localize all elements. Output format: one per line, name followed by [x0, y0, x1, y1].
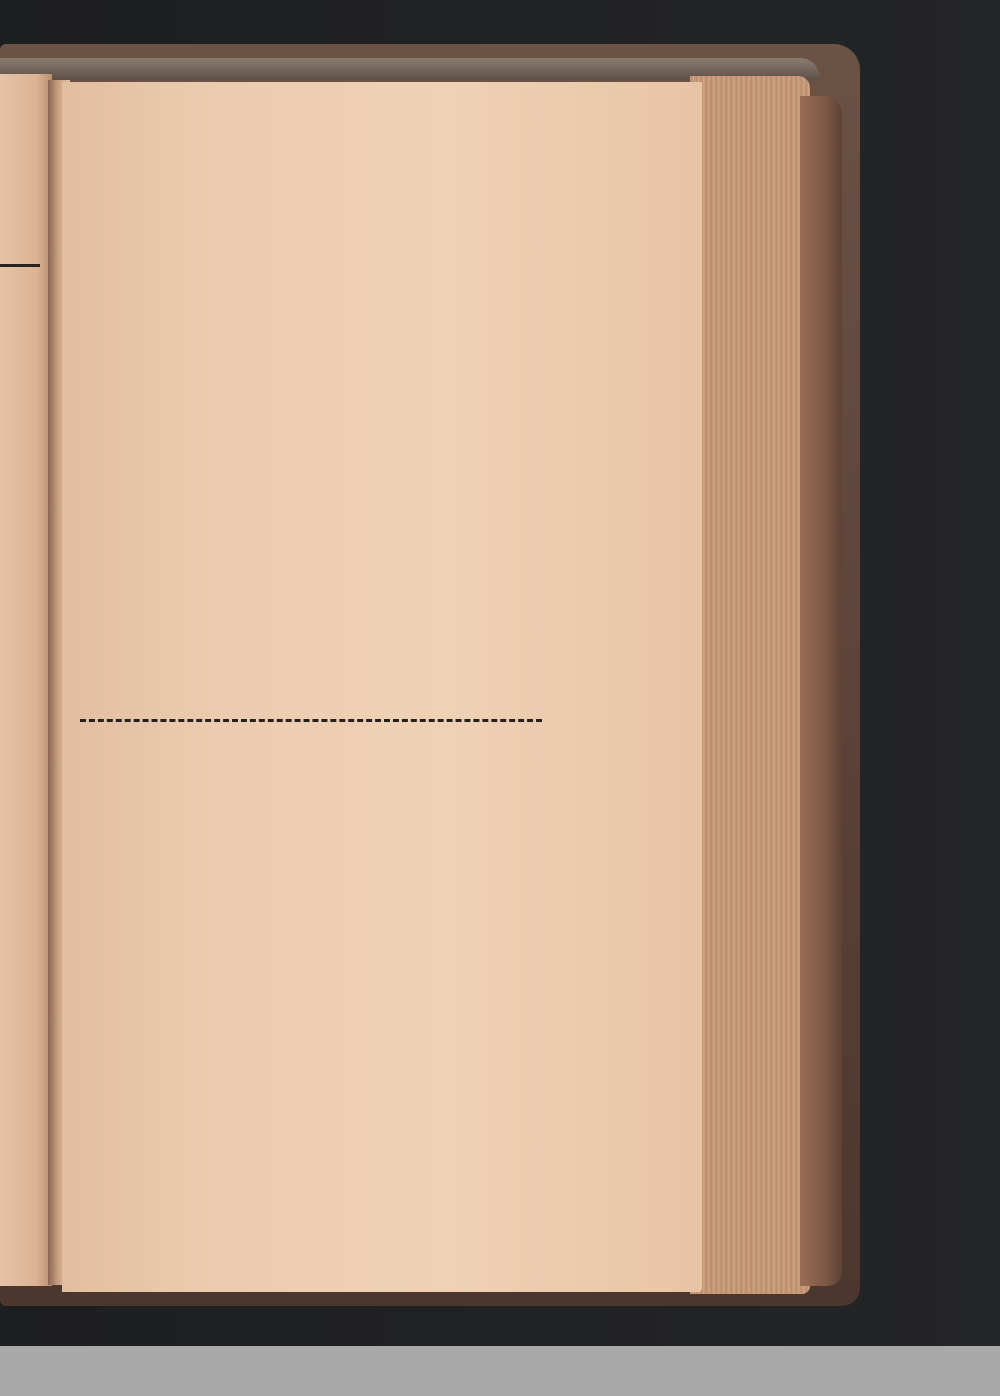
left-page — [0, 74, 52, 1286]
right-page — [62, 82, 702, 1292]
library-footer — [0, 1346, 1000, 1396]
left-page-rule — [0, 264, 40, 267]
cover-edge — [800, 96, 842, 1286]
page-fore-edge — [690, 76, 810, 1294]
text-block-bottom — [78, 872, 540, 874]
library-logo-icon — [4, 1353, 48, 1389]
section-rule — [80, 719, 542, 722]
